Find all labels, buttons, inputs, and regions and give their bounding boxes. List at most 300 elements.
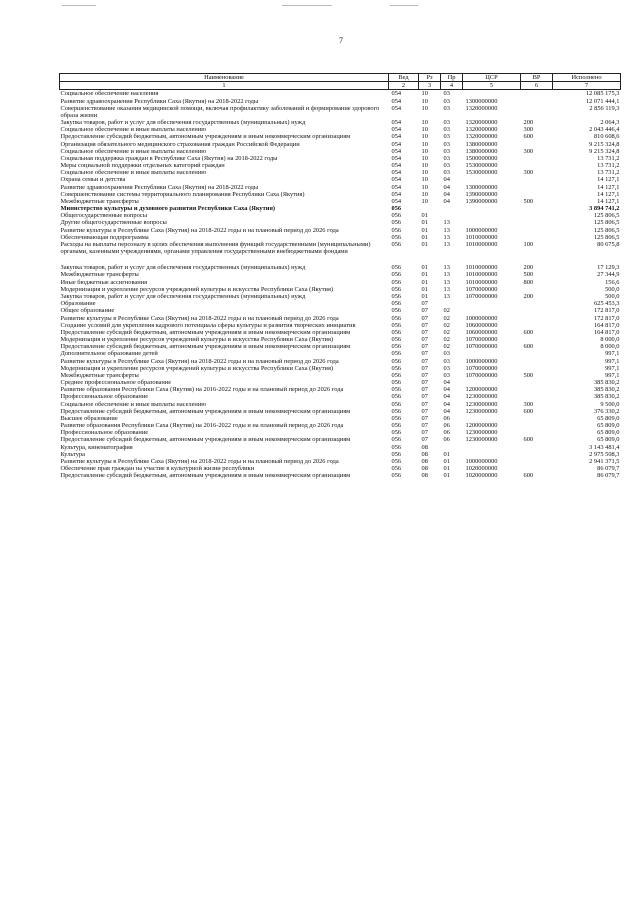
cell-vr (521, 155, 553, 162)
cell-rz: 01 (421, 219, 428, 227)
cell-rz: 10 (421, 133, 428, 141)
cell-name: Организация обязательного медицинского страхования граждан Российской Федерации (60, 140, 300, 148)
cell-sum: 8 000,0 (600, 343, 620, 351)
table-row (60, 336, 621, 343)
cell-name: Межбюджетные трансферты (60, 271, 139, 279)
cell-name: Дополнительное образование детей (60, 350, 158, 358)
column-number: 2 (389, 82, 419, 90)
cell-name: Социальное обеспечение населения (60, 90, 159, 98)
cell-ved: 056 (391, 350, 402, 358)
cell-name: Модернизация и укрепление ресурсов учреждений культуры и искусства Республики Саха (Якутия) (60, 285, 334, 293)
cell-ved: 054 (391, 190, 402, 198)
cell-csr: 1010000000 (465, 233, 498, 241)
scan-artifact (390, 5, 418, 6)
cell-csr: 1300000000 (465, 97, 498, 105)
table-row (60, 429, 621, 436)
cell-pr: 02 (443, 307, 450, 315)
table-row (60, 350, 621, 357)
cell-pr: 03 (443, 169, 450, 177)
cell-rz: 07 (421, 321, 428, 329)
table-row (60, 234, 621, 241)
table-header (60, 74, 621, 90)
cell-sum: 376 330,2 (593, 407, 620, 415)
cell-ved: 054 (391, 140, 402, 148)
cell-vr (521, 90, 553, 98)
cell-pr: 02 (443, 343, 450, 351)
cell-sum: 2 856 119,3 (589, 104, 620, 112)
cell-csr: 1000000000 (465, 357, 498, 365)
cell-sum: 9 215 324,8 (589, 147, 620, 155)
column-number: 7 (553, 82, 621, 90)
cell-vr (521, 358, 553, 365)
cell-csr: 1320000000 (465, 119, 498, 127)
cell-csr: 1530000000 (465, 169, 498, 177)
table-body (60, 90, 621, 480)
cell-vr (521, 322, 553, 329)
cell-sum: 65 809,0 (597, 422, 620, 430)
cell-rz: 08 (421, 443, 428, 451)
table-row (60, 379, 621, 386)
cell-vr (521, 415, 553, 422)
cell-ved: 056 (391, 264, 402, 272)
cell-name: Модернизация и укрепление ресурсов учреждений культуры и искусства Республики Саха (Якутия) (60, 336, 334, 344)
cell-pr: 04 (443, 176, 450, 184)
cell-name: Создание условий для укрепления кадрового потенциала сферы культуры и развития творческих инициатив (60, 321, 356, 329)
cell-sum: 156,6 (605, 278, 620, 286)
cell-name: Модернизация и укрепление ресурсов учреждений культуры и искусства Республики Саха (Якутия) (60, 364, 334, 372)
cell-vr (521, 227, 553, 234)
cell-name: Предоставление субсидий бюджетным, автономным учреждениям и иным некоммерческим организациям (60, 133, 351, 141)
cell-vr: 600 (523, 472, 534, 480)
column-number: 1 (60, 82, 389, 90)
column-header: Исполнено (553, 74, 621, 82)
cell-rz: 07 (421, 400, 428, 408)
cell-vr (521, 176, 553, 183)
cell-pr: 01 (443, 465, 450, 473)
cell-rz: 01 (421, 226, 428, 234)
cell-rz: 07 (421, 364, 428, 372)
cell-rz: 07 (421, 386, 428, 394)
cell-rz: 01 (421, 264, 428, 272)
cell-csr: 1070000000 (465, 343, 498, 351)
table-row (60, 184, 621, 191)
cell-rz: 01 (421, 271, 428, 279)
cell-rz: 07 (421, 407, 428, 415)
cell-csr (463, 219, 521, 226)
cell-pr: 04 (443, 407, 450, 415)
cell-sum: 86 079,7 (597, 472, 620, 480)
cell-csr: 1010000000 (465, 264, 498, 272)
column-header: ЦСР (463, 74, 521, 82)
cell-name: Совершенствование оказания медицинской помощи, включая профилактику заболеваний и формирование здорового образа жизни (60, 104, 380, 119)
cell-vr (521, 162, 553, 169)
cell-csr: 1020000000 (465, 472, 498, 480)
cell-ved: 056 (391, 300, 402, 308)
scan-artifact (282, 5, 332, 6)
cell-ved: 056 (391, 414, 402, 422)
cell-ved: 054 (391, 197, 402, 205)
cell-sum: 27 344,9 (597, 271, 620, 279)
cell-sum: 8 000,0 (600, 336, 620, 344)
table-row (60, 315, 621, 322)
cell-pr: 03 (443, 90, 450, 98)
cell-csr: 1230000000 (465, 429, 498, 437)
cell-pr: 02 (443, 328, 450, 336)
cell-pr: 06 (443, 422, 450, 430)
cell-pr: 01 (443, 457, 450, 465)
cell-name: Профессиональное образование (60, 393, 149, 401)
cell-csr: 1300000000 (465, 183, 498, 191)
cell-rz: 07 (421, 357, 428, 365)
cell-vr (521, 184, 553, 191)
cell-rz: 10 (421, 197, 428, 205)
cell-sum: 13 731,2 (597, 162, 620, 170)
cell-name: Предоставление субсидий бюджетным, автономным учреждениям и иным некоммерческим организациям (60, 407, 351, 415)
cell-csr (463, 415, 521, 422)
cell-vr (521, 234, 553, 241)
cell-name: Социальная поддержка граждан в Республике Саха (Якутия) на 2018-2022 годы (60, 154, 278, 162)
cell-sum: 13 731,2 (597, 169, 620, 177)
cell-rz: 07 (421, 314, 428, 322)
cell-pr: 03 (443, 364, 450, 372)
cell-pr: 02 (443, 336, 450, 344)
cell-name: Другие общегосударственные вопросы (60, 219, 167, 227)
cell-rz: 10 (421, 140, 428, 148)
cell-pr: 04 (443, 183, 450, 191)
cell-csr: 1060000000 (465, 321, 498, 329)
cell-sum: 500,0 (605, 285, 620, 293)
cell-name: Высшее образование (60, 414, 118, 422)
cell-sum: 997,1 (605, 357, 620, 365)
cell-ved: 056 (391, 429, 402, 437)
cell-ved: 054 (391, 176, 402, 184)
table-row (60, 264, 621, 271)
table-row (60, 90, 621, 98)
cell-sum: 810 608,6 (593, 133, 620, 141)
cell-rz: 08 (421, 457, 428, 465)
cell-vr: 600 (523, 343, 534, 351)
cell-ved: 056 (391, 400, 402, 408)
cell-csr: 1380000000 (465, 140, 498, 148)
cell-vr: 500 (523, 271, 534, 279)
cell-sum: 997,1 (605, 350, 620, 358)
table-row (60, 358, 621, 365)
cell-ved: 056 (391, 379, 402, 387)
cell-vr (521, 105, 553, 119)
cell-rz: 08 (421, 465, 428, 473)
cell-pr: 03 (443, 97, 450, 105)
cell-vr (521, 444, 553, 451)
cell-pr: 13 (443, 233, 450, 241)
cell-pr: 13 (443, 264, 450, 272)
cell-vr (521, 429, 553, 436)
cell-pr: 04 (443, 386, 450, 394)
cell-vr (521, 386, 553, 393)
cell-pr: 01 (443, 450, 450, 458)
cell-csr: 1070000000 (465, 364, 498, 372)
cell-pr: 03 (443, 140, 450, 148)
cell-pr: 03 (443, 350, 450, 358)
cell-pr: 04 (443, 379, 450, 387)
cell-name: Охрана семьи и детства (60, 176, 126, 184)
table-row (60, 293, 621, 300)
cell-vr: 600 (523, 407, 534, 415)
cell-sum: 17 129,3 (597, 264, 620, 272)
cell-name: Общегосударственные вопросы (60, 212, 148, 220)
cell-vr: 200 (523, 264, 534, 272)
table-row (60, 219, 621, 226)
cell-ved: 054 (391, 90, 402, 98)
cell-pr: 01 (443, 472, 450, 480)
cell-pr: 03 (443, 371, 450, 379)
cell-name: Культура (60, 450, 85, 458)
cell-csr: 1530000000 (465, 162, 498, 170)
cell-ved: 054 (391, 162, 402, 170)
cell-ved: 056 (391, 443, 402, 451)
cell-rz: 08 (421, 472, 428, 480)
cell-rz: 01 (421, 240, 428, 248)
table-row (60, 286, 621, 293)
cell-csr: 1000000000 (465, 314, 498, 322)
cell-ved: 056 (391, 212, 402, 220)
cell-pr: 03 (443, 357, 450, 365)
cell-sum: 3 894 741,2 (589, 205, 620, 213)
cell-rz: 10 (421, 147, 428, 155)
cell-ved: 056 (391, 457, 402, 465)
cell-vr (521, 286, 553, 293)
cell-pr (441, 444, 463, 451)
cell-name: Профессиональное образование (60, 429, 149, 437)
cell-ved: 056 (391, 450, 402, 458)
column-header: Вед (389, 74, 419, 82)
cell-name: Образование (60, 300, 96, 308)
cell-vr (521, 350, 553, 357)
cell-sum: 125 806,5 (593, 233, 620, 241)
cell-csr: 1010000000 (465, 271, 498, 279)
cell-rz (419, 205, 441, 212)
cell-vr (521, 141, 553, 148)
cell-pr: 13 (443, 285, 450, 293)
cell-csr (463, 451, 521, 458)
cell-sum: 385 830,2 (593, 379, 620, 387)
table-row (60, 119, 621, 126)
cell-rz: 07 (421, 414, 428, 422)
cell-csr: 1200000000 (465, 386, 498, 394)
cell-pr: 13 (443, 219, 450, 227)
table-row (60, 98, 621, 105)
cell-csr (463, 90, 521, 98)
table-row (60, 451, 621, 458)
column-number: 4 (441, 82, 463, 90)
table-row (60, 227, 621, 234)
cell-rz: 07 (421, 371, 428, 379)
cell-vr (521, 315, 553, 322)
cell-rz: 10 (421, 154, 428, 162)
cell-pr (441, 212, 463, 219)
cell-pr: 13 (443, 271, 450, 279)
cell-vr: 300 (523, 147, 534, 155)
cell-pr: 03 (443, 104, 450, 112)
cell-ved: 056 (391, 314, 402, 322)
cell-sum: 14 127,1 (597, 183, 620, 191)
cell-rz: 01 (421, 278, 428, 286)
cell-csr: 1500000000 (465, 154, 498, 162)
cell-sum: 12 085 175,3 (585, 90, 620, 98)
cell-sum: 14 127,1 (597, 197, 620, 205)
cell-vr (521, 212, 553, 219)
cell-rz: 10 (421, 104, 428, 112)
column-header: Рз (419, 74, 441, 82)
cell-name: Социальное обеспечение и иные выплаты населению (60, 147, 207, 155)
cell-name: Среднее профессиональное образование (60, 379, 172, 387)
table-row (60, 271, 621, 278)
cell-ved: 056 (391, 472, 402, 480)
cell-vr: 200 (523, 292, 534, 300)
cell-csr: 1320000000 (465, 133, 498, 141)
table-row (60, 422, 621, 429)
cell-pr: 13 (443, 292, 450, 300)
cell-ved: 056 (391, 393, 402, 401)
cell-rz: 07 (421, 307, 428, 315)
table-row (60, 365, 621, 372)
cell-name: Межбюджетные трансферты (60, 371, 139, 379)
cell-sum: 86 079,7 (597, 465, 620, 473)
cell-name: Социальное обеспечение и иные выплаты населению (60, 400, 207, 408)
cell-vr (521, 379, 553, 386)
cell-rz: 07 (421, 300, 428, 308)
cell-csr: 1000000000 (465, 226, 498, 234)
cell-csr (463, 205, 521, 212)
cell-name: Расходы на выплаты персоналу в целях обеспечения выполнения функций государственными (муниципальными) органами, казенными учреждениями, органами управления государственными внебюджетными фондами (60, 240, 371, 256)
cell-name: Закупка товаров, работ и услуг для обеспечения государственных (муниципальных) нужд (60, 119, 306, 127)
cell-pr (441, 205, 463, 212)
cell-vr: 600 (523, 328, 534, 336)
cell-pr: 04 (443, 197, 450, 205)
cell-name: Иные бюджетные ассигнования (60, 278, 148, 286)
cell-name: Обеспечение прав граждан на участие в культурной жизни республики (60, 465, 255, 473)
cell-vr (521, 451, 553, 458)
cell-pr: 03 (443, 147, 450, 155)
cell-vr (521, 422, 553, 429)
cell-sum: 164 817,0 (593, 321, 620, 329)
cell-vr (521, 365, 553, 372)
cell-ved: 056 (391, 292, 402, 300)
cell-sum: 2 975 508,3 (589, 450, 620, 458)
table-row (60, 322, 621, 329)
table-row (60, 465, 621, 472)
cell-rz: 07 (421, 328, 428, 336)
cell-pr: 03 (443, 126, 450, 134)
cell-name: Социальное обеспечение и иные выплаты населению (60, 126, 207, 134)
cell-csr: 1320000000 (465, 104, 498, 112)
cell-ved: 056 (391, 205, 402, 213)
table-row (60, 307, 621, 314)
cell-ved: 056 (391, 422, 402, 430)
cell-vr (521, 307, 553, 314)
cell-ved: 056 (391, 271, 402, 279)
table-row (60, 300, 621, 307)
cell-vr: 300 (523, 126, 534, 134)
cell-pr: 03 (443, 162, 450, 170)
table-row (60, 162, 621, 169)
cell-sum: 997,1 (605, 364, 620, 372)
cell-sum: 9 215 324,8 (589, 140, 620, 148)
cell-sum: 80 675,8 (597, 240, 620, 248)
cell-rz: 07 (421, 379, 428, 387)
cell-sum: 65 809,0 (597, 436, 620, 444)
table-row (60, 212, 621, 219)
cell-rz: 07 (421, 336, 428, 344)
cell-pr (441, 300, 463, 307)
cell-name: Культура, кинематография (60, 443, 133, 451)
cell-rz: 10 (421, 90, 428, 98)
table-row (60, 198, 621, 205)
cell-sum: 14 127,1 (597, 190, 620, 198)
cell-name: Развитие культуры в Республике Саха (Якутия) на 2018-2022 годы и на плановый период до 2026 года (60, 357, 339, 365)
cell-vr: 600 (523, 436, 534, 444)
cell-sum: 13 731,2 (597, 154, 620, 162)
budget-table (59, 73, 621, 479)
cell-sum: 172 817,0 (593, 314, 620, 322)
cell-csr: 1060000000 (465, 328, 498, 336)
cell-rz: 01 (421, 285, 428, 293)
cell-name: Развитие образования Республики Саха (Якутия) на 2016-2022 годы и на плановый период до 2026 года (60, 386, 344, 394)
table-row (60, 393, 621, 400)
cell-ved: 054 (391, 126, 402, 134)
table-row (60, 148, 621, 155)
cell-csr (463, 176, 521, 183)
cell-ved: 054 (391, 154, 402, 162)
cell-csr (463, 379, 521, 386)
cell-ved: 056 (391, 436, 402, 444)
cell-sum: 65 809,0 (597, 414, 620, 422)
table-row (60, 386, 621, 393)
table-row (60, 408, 621, 415)
cell-ved: 056 (391, 219, 402, 227)
cell-name: Развитие образования Республики Саха (Якутия) на 2016-2022 годы и на плановый период до 2026 года (60, 422, 344, 430)
table-row (60, 176, 621, 183)
cell-name: Общее образование (60, 307, 115, 315)
cell-csr: 1230000000 (465, 400, 498, 408)
table-row (60, 126, 621, 133)
cell-ved: 054 (391, 183, 402, 191)
scan-artifact (62, 5, 96, 6)
cell-ved: 056 (391, 307, 402, 315)
table-row (60, 401, 621, 408)
cell-csr: 1230000000 (465, 407, 498, 415)
column-header: Наименование (60, 74, 389, 82)
cell-vr (521, 191, 553, 198)
table-row (60, 279, 621, 286)
cell-csr: 1070000000 (465, 371, 498, 379)
cell-sum: 125 806,5 (593, 212, 620, 220)
cell-name: Развитие здравоохранения Республики Саха (Якутия) на 2018-2022 годы (60, 183, 259, 191)
table-row (60, 444, 621, 451)
column-header: ВР (521, 74, 553, 82)
cell-csr: 1070000000 (465, 336, 498, 344)
cell-name: Обеспечивающая подпрограмма (60, 233, 149, 241)
cell-ved: 054 (391, 169, 402, 177)
cell-rz: 10 (421, 176, 428, 184)
cell-csr (463, 350, 521, 357)
table-row (60, 415, 621, 422)
cell-ved: 056 (391, 285, 402, 293)
page-number: 7 (339, 36, 343, 45)
column-header: Пр (441, 74, 463, 82)
cell-csr: 1390000000 (465, 190, 498, 198)
cell-csr: 1070000000 (465, 285, 498, 293)
cell-csr: 1390000000 (465, 197, 498, 205)
